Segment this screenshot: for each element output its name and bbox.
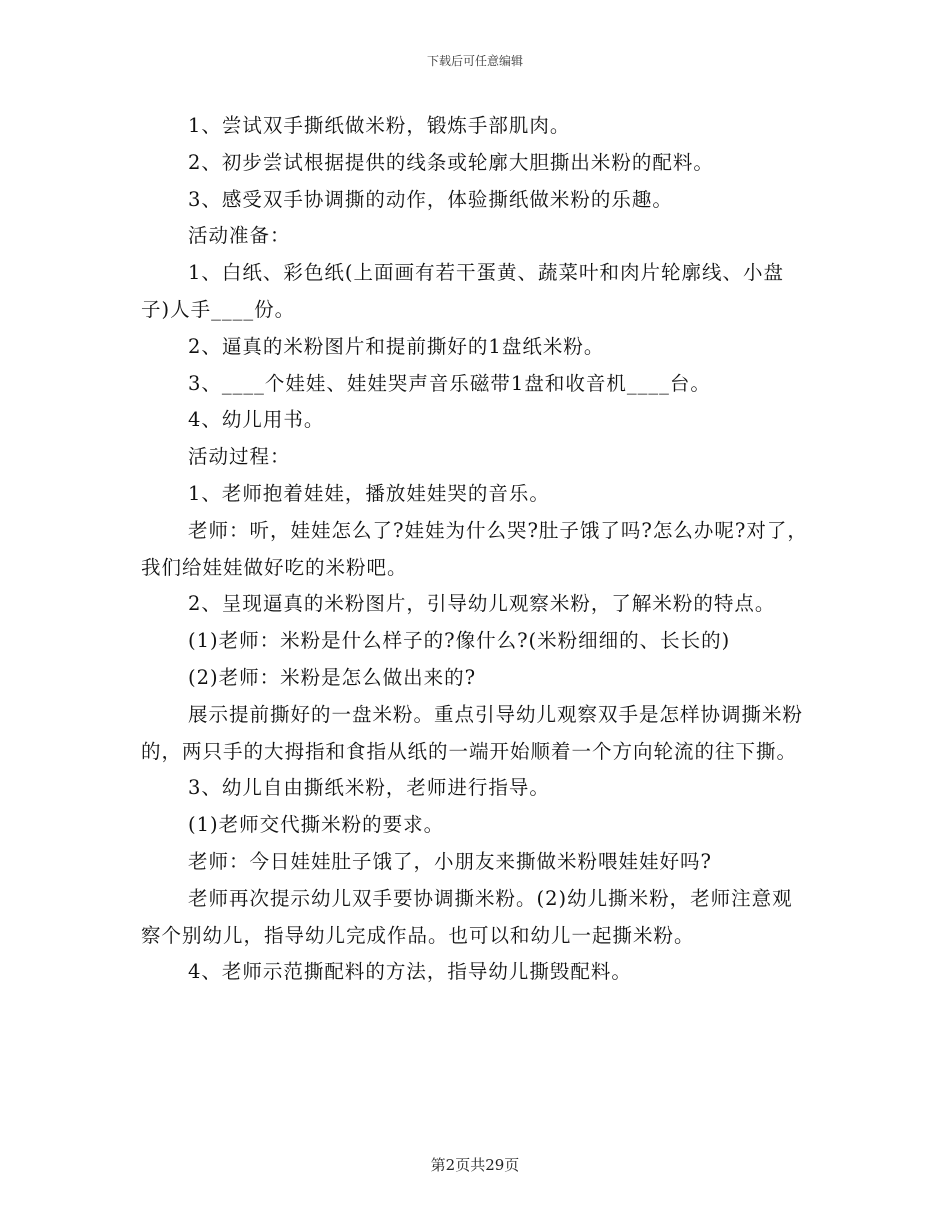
paragraph: 老师：听，娃娃怎么了?娃娃为什么哭?肚子饿了吗?怎么办呢?对了，我们给娃娃做好吃的米粉吧。 xyxy=(141,518,808,579)
paragraph: 2、逼真的米粉图片和提前撕好的1盘纸米粉。 xyxy=(188,334,605,358)
paragraph: 3、幼儿自由撕纸米粉，老师进行指导。 xyxy=(188,776,550,800)
section-heading: 活动准备： xyxy=(188,224,291,248)
paragraph: 2、初步尝试根据提供的线条或轮廓大胆撕出米粉的配料。 xyxy=(188,150,714,174)
document-body xyxy=(141,108,811,991)
page-header: 下载后可任意编辑 xyxy=(426,54,523,68)
section-heading: 活动过程： xyxy=(188,445,291,469)
paragraph: 老师：今日娃娃肚子饿了，小朋友来撕做米粉喂娃娃好吗? xyxy=(188,849,712,873)
paragraph: 展示提前撕好的一盘米粉。重点引导幼儿观察双手是怎样协调撕米粉的，两只手的大拇指和食指从纸的一端开始顺着一个方向轮流的往下撕。 xyxy=(141,702,804,763)
page-number: 第2页共29页 xyxy=(430,1156,520,1174)
paragraph: 1、白纸、彩色纸(上面画有若干蛋黄、蔬菜叶和肉片轮廓线、小盘子)人手____份。 xyxy=(141,261,785,321)
paragraph: (1)老师：米粉是什么样子的?像什么?(米粉细细的、长长的) xyxy=(188,629,731,653)
paragraph: 3、____个娃娃、娃娃哭声音乐磁带1盘和收音机____台。 xyxy=(188,371,711,395)
paragraph: 4、老师示范撕配料的方法，指导幼儿撕毁配料。 xyxy=(188,960,632,984)
paragraph: 4、幼儿用书。 xyxy=(188,408,325,432)
paragraph: 3、感受双手协调撕的动作，体验撕纸做米粉的乐趣。 xyxy=(188,187,673,211)
paragraph: (1)老师交代撕米粉的要求。 xyxy=(188,813,445,837)
paragraph: (2)老师：米粉是怎么做出来的? xyxy=(188,665,477,689)
paragraph: 1、尝试双手撕纸做米粉，锻炼手部肌肉。 xyxy=(188,114,571,137)
paragraph: 1、老师抱着娃娃，播放娃娃哭的音乐。 xyxy=(188,481,550,505)
paragraph: 2、呈现逼真的米粉图片，引导幼儿观察米粉，了解米粉的特点。 xyxy=(188,592,776,616)
paragraph: 老师再次提示幼儿双手要协调撕米粉。(2)幼儿撕米粉，老师注意观察个别幼儿，指导幼儿完成作品。也可以和幼儿一起撕米粉。 xyxy=(141,886,793,947)
